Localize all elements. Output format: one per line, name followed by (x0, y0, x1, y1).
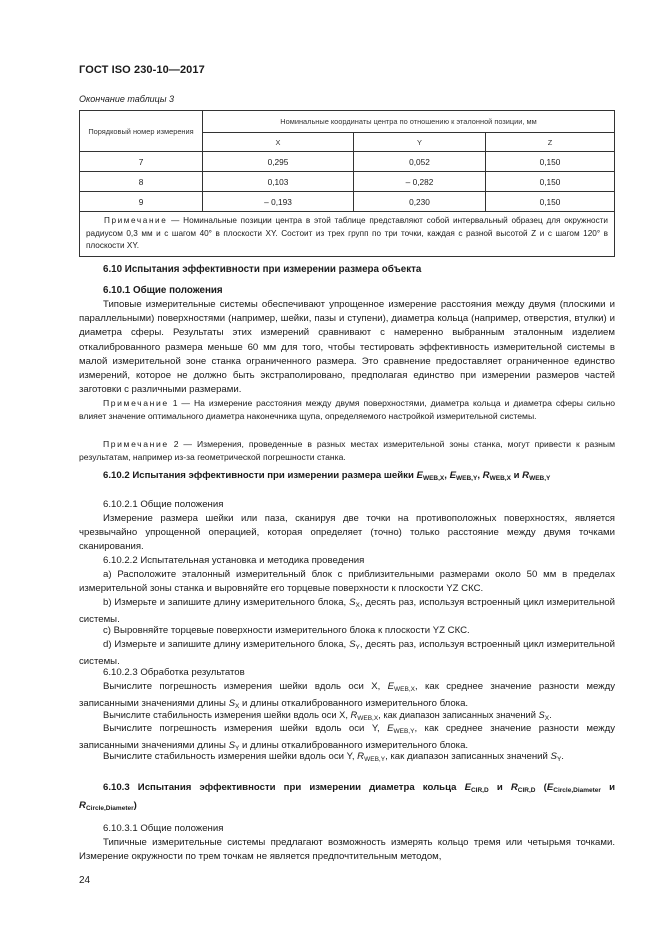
text: Вычислите стабильность измерения шейки вдоль оси Y, (103, 751, 358, 762)
col-header-number: Порядковый номер измерения (80, 111, 203, 152)
note-2-label: Примечание (103, 439, 169, 449)
text: и длины откалиброванного измерительного блока. (239, 698, 469, 710)
step-c: c) Выровняйте торцевые поверхности измерительного блока к плоскости YZ СКС. (103, 625, 470, 636)
subsection-6-10-3-1-paragraph: Типичные измерительные системы предлагают возможность измерять кольцо тремя или четырьмя точками. Измерение окружности по трем точкам не является предпочтительным методом, (79, 837, 615, 863)
symbol-r: R (350, 710, 358, 720)
subscript: WEB,Y (456, 475, 478, 482)
subscript: WEB,X (357, 715, 379, 722)
note-2-text: 2 — Измерения, проведенные в разных местах измерительной зоны станка, могут привести к разным результатам, например из-за геометрической погрешности станка. (79, 439, 615, 462)
cell-n: 7 (80, 152, 203, 172)
subscript: CIR,D (517, 787, 536, 794)
cell-x: – 0,193 (203, 192, 354, 212)
subscript: WEB,X (394, 686, 415, 693)
subscript: X (544, 715, 550, 722)
symbol-s: S (228, 698, 235, 710)
col-header-y: Y (354, 133, 486, 152)
subscript: Y (355, 644, 360, 651)
subscript: X (355, 602, 360, 609)
cell-n: 8 (80, 172, 203, 192)
step-d-text: d) Измерьте и запишите длину измерительного блока, (103, 639, 350, 650)
section-6-10-1-title: 6.10.1 Общие положения (103, 285, 223, 296)
section-6-10-2-title (79, 468, 615, 486)
step-d-text-end: , десять раз, используя встроенный цикл измерительной системы. (79, 639, 615, 668)
cell-x: 0,295 (203, 152, 354, 172)
text: , как диапазон записанных значений (385, 751, 551, 762)
cell-y: – 0,282 (354, 172, 486, 192)
text: , как среднее значение разности между записанными значениями длины (79, 723, 615, 752)
symbol-e: E (387, 681, 395, 692)
symbol-r: R (482, 470, 490, 481)
text: Вычислите стабильность измерения шейки вдоль оси X, (103, 710, 351, 720)
step-b-text: b) Измерьте и запишите длину измерительного блока, (103, 597, 350, 608)
paren: ) (133, 800, 137, 811)
symbol-r: R (79, 800, 86, 811)
subscript: Y (234, 745, 240, 753)
page-number: 24 (79, 875, 91, 886)
text: Вычислите погрешность измерения шейки вдоль оси X, (103, 681, 388, 692)
symbol-r: R (522, 470, 530, 481)
section-6-10-3-title (79, 780, 615, 816)
text: . (561, 751, 564, 762)
col-header-z: Z (486, 133, 615, 152)
cell-y: 0,052 (354, 152, 486, 172)
text: , как диапазон записанных значений (378, 710, 539, 720)
title-text: 6.10.3 Испытания эффективности при измерении диаметра кольца (103, 782, 465, 793)
cell-z: 0,150 (486, 152, 615, 172)
note-2 (79, 438, 615, 464)
subscript: WEB,X (422, 475, 445, 482)
document-header: ГОСТ ISO 230-10—2017 (79, 64, 205, 76)
symbol-s: S (349, 597, 356, 608)
subsection-6-10-2-1-paragraph: Измерение размера шейки или паза, сканируя две точки на противоположных поверхностях, является чрезвычайно упрощенной операцией, которая определяет (точно) только расстояние между двумя точками сканирования. (79, 513, 615, 553)
coordinates-table (79, 110, 615, 257)
symbol-e: E (416, 470, 423, 481)
step-d (79, 638, 615, 669)
separator: , (444, 470, 450, 481)
result-r-y (79, 750, 615, 767)
step-b (79, 596, 615, 627)
text: Вычислите погрешность измерения шейки вдоль оси Y, (103, 723, 388, 734)
section-6-10-title: 6.10 Испытания эффективности при измерении размера объекта (103, 264, 422, 275)
subscript: Y (556, 756, 562, 763)
subscript: WEB,Y (393, 728, 415, 735)
note-1-label: Примечание (103, 398, 169, 408)
symbol-r: R (510, 782, 518, 793)
cell-z: 0,150 (486, 172, 615, 192)
separator: и (510, 470, 523, 481)
subscript: WEB,Y (364, 756, 386, 763)
note-label: Примечание (104, 216, 168, 225)
table-note (80, 212, 615, 257)
subscript: WEB,Y (529, 475, 551, 482)
symbol-e: E (449, 470, 456, 481)
cell-x: 0,103 (203, 172, 354, 192)
cell-z: 0,150 (486, 192, 615, 212)
symbol-s: S (550, 751, 557, 762)
subsection-6-10-2-2-title: 6.10.2.2 Испытательная установка и методика проведения (103, 555, 365, 566)
text: и длины откалиброванного измерительного блока. (239, 740, 469, 752)
separator: и (600, 782, 615, 793)
text: . (549, 710, 552, 720)
symbol-e: E (464, 782, 471, 793)
subsection-6-10-3-1-title: 6.10.3.1 Общие положения (103, 823, 224, 834)
subscript: WEB,X (489, 475, 511, 482)
step-a: a) Расположите эталонный измерительный блок с приблизительными размерами около 50 мм в пределах измерительной зоны станка и выровняйте его торцевые поверхности к плоскости YZ СКС. (79, 569, 615, 595)
table-caption: Окончание таблицы 3 (79, 94, 174, 104)
col-header-group: Номинальные координаты центра по отношению к эталонной позиции, мм (203, 111, 615, 133)
subscript: X (234, 703, 240, 711)
symbol-e: E (546, 782, 554, 793)
paren: ( (543, 782, 547, 793)
subsection-6-10-2-1-title: 6.10.2.1 Общие положения (103, 499, 224, 510)
note-text: — Номинальные позиции центра в этой таблице представляют собой интервальный образец для окружности радиусом 0,3 мм и с шагом 40° в плоскости XY. Состоит из трех групп по три точки, каждая с разной высотой Z и с шагом 120° в плоскости XY. (86, 216, 608, 251)
symbol-r: R (357, 751, 365, 762)
note-1-text: 1 — На измерение расстояния между двумя поверхностями, диаметра кольца и диаметра сферы сильно влияет значение оптимального диаметра наконечника щупа, определяемого настройкой измерительной системы. (79, 398, 615, 421)
table-row (80, 172, 615, 192)
note-1 (79, 397, 615, 423)
step-b-text-end: , десять раз, используя встроенный цикл измерительной системы. (79, 597, 615, 626)
cell-y: 0,230 (354, 192, 486, 212)
separator: и (488, 782, 511, 793)
symbol-s: S (349, 639, 356, 650)
symbol-s: S (228, 740, 235, 752)
subscript: Circle,Diameter (553, 787, 601, 794)
title-text: 6.10.2 Испытания эффективности при измерении размера шейки (103, 470, 417, 481)
subscript: Circle,Diameter (85, 805, 134, 812)
section-6-10-1-paragraph: Типовые измерительные системы обеспечивают упрощенное измерение расстояния между двумя (плоскими и параллельными) поверхностями (например, шейки, пазы и ступени), диаметра кольца (например, отверстия, втулки) и диаметра сферы. Результаты этих измерений сравнивают с намеренно выбранным эталонным изделием откалиброванного размера меньше 60 мм для того, чтобы тестировать эффективность измерительной системы в малой измерительной зоне станка ограниченного размера. Это сравнение предоставляет ограниченное единство измерений, которое не должно быть экстраполировано, предполагая единство при измерении размеров частей заготовки с различными размерами. (79, 299, 615, 396)
symbol-e: E (387, 723, 394, 734)
subscript: CIR,D (470, 787, 489, 794)
text: , как среднее значение разности между записанными значениями длины (79, 681, 615, 710)
symbol-s: S (538, 710, 545, 720)
table-row (80, 152, 615, 172)
col-header-x: X (203, 133, 354, 152)
separator: , (477, 470, 483, 481)
table-row (80, 192, 615, 212)
subsection-6-10-2-3-title: 6.10.2.3 Обработка результатов (103, 667, 245, 678)
cell-n: 9 (80, 192, 203, 212)
